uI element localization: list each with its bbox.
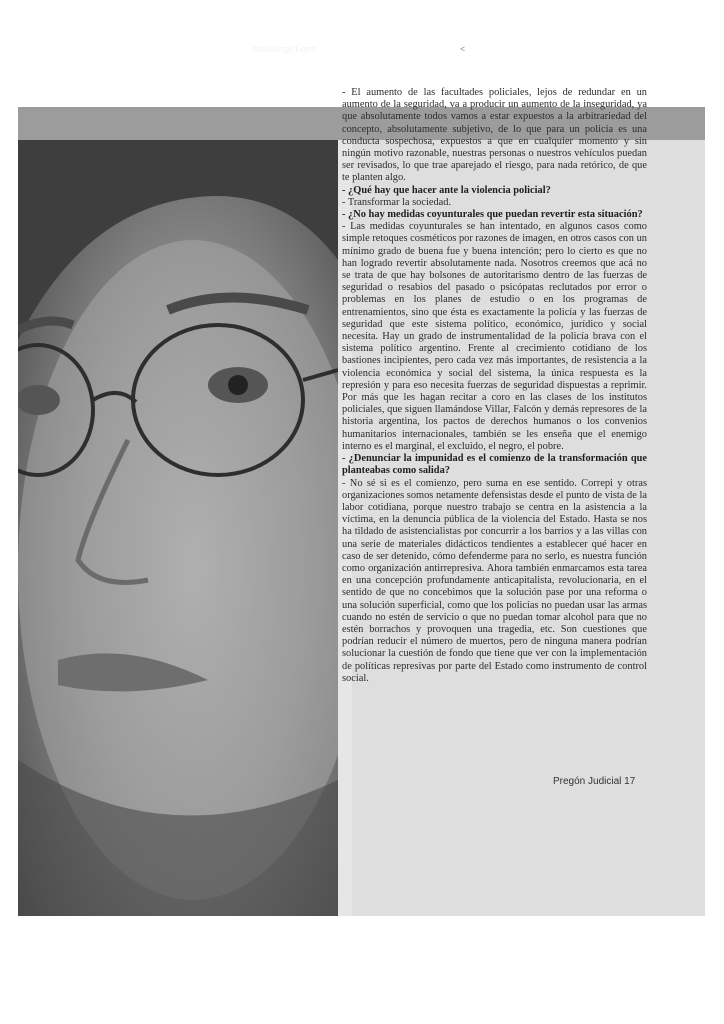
page-footer: Pregón Judicial 17 [553,776,636,787]
interview-question: - ¿Denunciar la impunidad es el comienzo de la transformación que planteabas como salida? [342,453,647,477]
article-paragraph: - Transformar la sociedad. [342,196,452,208]
article-paragraph: - No sé si es el comienzo, pero suma en ese sentido. Correpi y otras organizaciones somos netamente defensistas desde el punto de vista de la labor cotidiana, porque nuestro trabajo se centra en la asistencia a la víctima, en la denuncia pública de la violencia del Estado. Hasta se nos ha tildado de asistencialistas por concurrir a los barrios y a las villas con una serie de materiales didácticos tendientes a establecer qué hacer en caso de ser detenido, cómo defenderme para no serlo, es nuestra función como organización antirrepresiva. Ahora también enmarcamos esta tarea en una concepción profundamente anticapitalista, revolucionaria, en el sentido de que no concebimos que la solución pase por una reforma o una solución superficial, como que los policías no puedan usar las armas cuando no estén de servicio o que no puedan tomar alcohol para que no estén borrachos y provoquen una tragedia, etc. Son cuestiones que podrían reducir el número de muertos, pero de ninguna manera podrían solucionar la cuestión de fondo que tiene que ver con la implementación de políticas represivas por parte del Estado como instrumento de control social. [342,477,647,684]
left-eye [18,385,60,415]
article-body [342,87,647,685]
right-pupil [228,375,248,395]
portrait-illustration [18,140,338,916]
article-paragraph: - El aumento de las facultades policiales, lejos de redundar en un aumento de la seguridad, va a producir un aumento de la inseguridad, ya que absolutamente todos vamos a estar expuestos a la arbitrariedad del concepto, absolutamente subjetivo, de lo que para un policía es una conducta sospechosa, expuestos a que en cualquier momento y sin ningún motivo razonable, nuestras personas o nuestros vehículos puedan ser revisados, lo que trae aparejado el riesgo, para nada retórico, de que te planten algo. [342,87,647,184]
interview-question: - ¿Qué hay que hacer ante la violencia policial? [342,184,551,196]
portrait-photo [18,140,338,916]
caret-mark: < [460,44,466,54]
article-paragraph: - Las medidas coyunturales se han intentado, en algunos casos como simple retoques cosméticos por razones de imagen, en otros casos con un mínimo grado de buena fue y buena intención; pero lo cierto es que no han logrado revertir absolutamente nada. Nosotros creemos que acá no se trata de que hay bolsones de autoritarismo dentro de las fuerzas de seguridad o resabios del pasado o psicópatas reclutados por error o problemas en los planes de estudio o en los programas de entrenamientos, sino que ésta es exactamente la policía y las fuerzas de seguridad que este sistema político, económico, jurídico y social necesita. Hay un grado de instrumentalidad de la policía brava con el sistema político argentino. Frente al crecimiento cotidiano de los bastiones incipientes, pero cada vez más importantes, de resistencia a la violencia económica y social del sistema, la única respuesta es la represión y para eso necesita fuerzas de seguridad dispuestas a reprimir. Por más que les hagan recitar a coro en las clases de los institutos policiales, que siguen llamándose Villar, Falcón y demás represores de la historia argentina, los pactos de derechos humanos o los convenios humanitarios internacionales, también se les enseña que el enemigo interno es el marginal, el excluido, el negro, el pobre. [342,221,647,452]
left-eyebrow [18,321,73,330]
photo-credit: foto/Jorge Form [253,44,317,54]
interview-question: - ¿No hay medidas coyunturales que puedan revertir esta situación? [342,209,643,221]
